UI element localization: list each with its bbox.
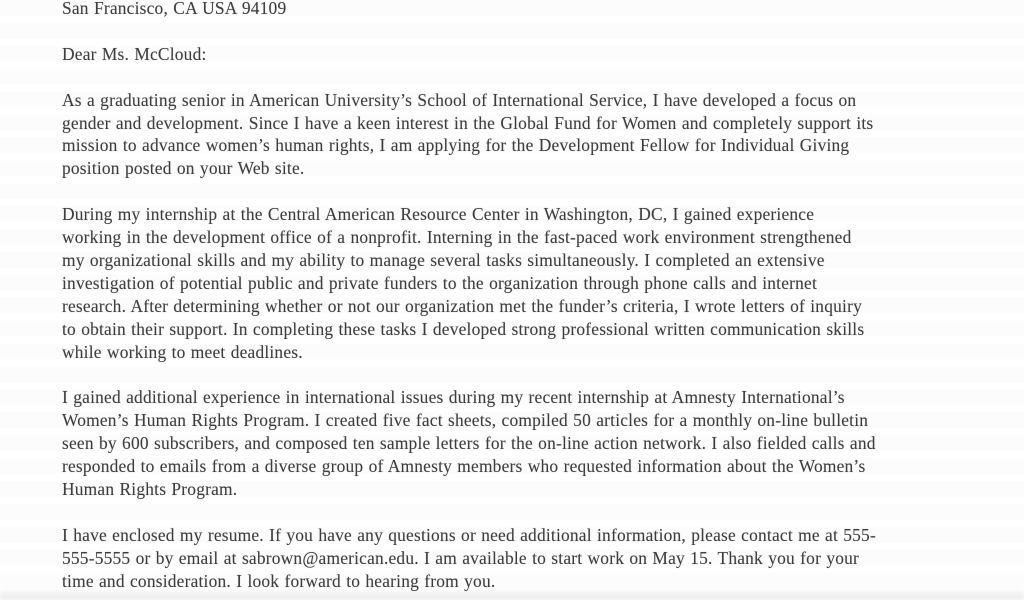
letter-line: As a graduating senior in American University’s School of International Service, I have developed a focus on <box>62 89 857 110</box>
paragraph-3 <box>62 386 1007 501</box>
letter-line: I have enclosed my resume. If you have any questions or need additional information, please contact me at 555- <box>62 524 876 545</box>
paragraph-2 <box>62 203 1007 363</box>
letter-line: time and consideration. I look forward to hearing from you. <box>62 570 496 591</box>
letter-line: to obtain their support. In completing these tasks I developed strong professional written communication skills <box>62 318 865 339</box>
letter-line: During my internship at the Central American Resource Center in Washington, DC, I gained experience <box>62 204 815 225</box>
letter-line: Human Rights Program. <box>62 478 238 499</box>
paragraph-4 <box>62 524 1007 593</box>
letter-page <box>62 0 1007 592</box>
letter-line: research. After determining whether or not our organization met the funder’s criteria, I wrote letters of inquiry <box>62 295 862 316</box>
letter-body <box>62 89 1007 593</box>
sender-address-line: San Francisco, CA USA 94109 <box>62 0 287 18</box>
blank-line <box>62 501 1007 524</box>
letter-line: 555-5555 or by email at sabrown@american.edu. I am available to start work on May 15. Thank you for your <box>62 547 860 568</box>
blank-line <box>62 66 1007 89</box>
letter-line: mission to advance women’s human rights, I am applying for the Development Fellow for Individual Giving <box>62 135 850 156</box>
letter-line: Women’s Human Rights Program. I created five fact sheets, compiled 50 articles for a monthly on-line bulletin <box>62 410 869 431</box>
letter-line: position posted on your Web site. <box>62 158 305 179</box>
letter-line: gender and development. Since I have a keen interest in the Global Fund for Women and completely support its <box>62 112 874 133</box>
blank-line <box>62 20 1007 43</box>
letter-line: while working to meet deadlines. <box>62 341 303 362</box>
letter-line: seen by 600 subscribers, and composed ten sample letters for the on-line action network. I also fielded calls and <box>62 433 876 454</box>
letter-line: I gained additional experience in international issues during my recent internship at Amnesty International’s <box>62 387 845 408</box>
letter-line: my organizational skills and my ability to manage several tasks simultaneously. I completed an extensive <box>62 249 825 270</box>
paragraph-1 <box>62 89 1007 181</box>
salutation: Dear Ms. McCloud: <box>62 43 207 64</box>
letter-line: responded to emails from a diverse group of Amnesty members who requested information about the Women’s <box>62 456 866 477</box>
letter-line: investigation of potential public and private funders to the organization through phone calls and internet <box>62 272 818 293</box>
letter-line: working in the development office of a nonprofit. Interning in the fast-paced work environment strengthened <box>62 227 852 248</box>
blank-line <box>62 363 1007 386</box>
blank-line <box>62 180 1007 203</box>
